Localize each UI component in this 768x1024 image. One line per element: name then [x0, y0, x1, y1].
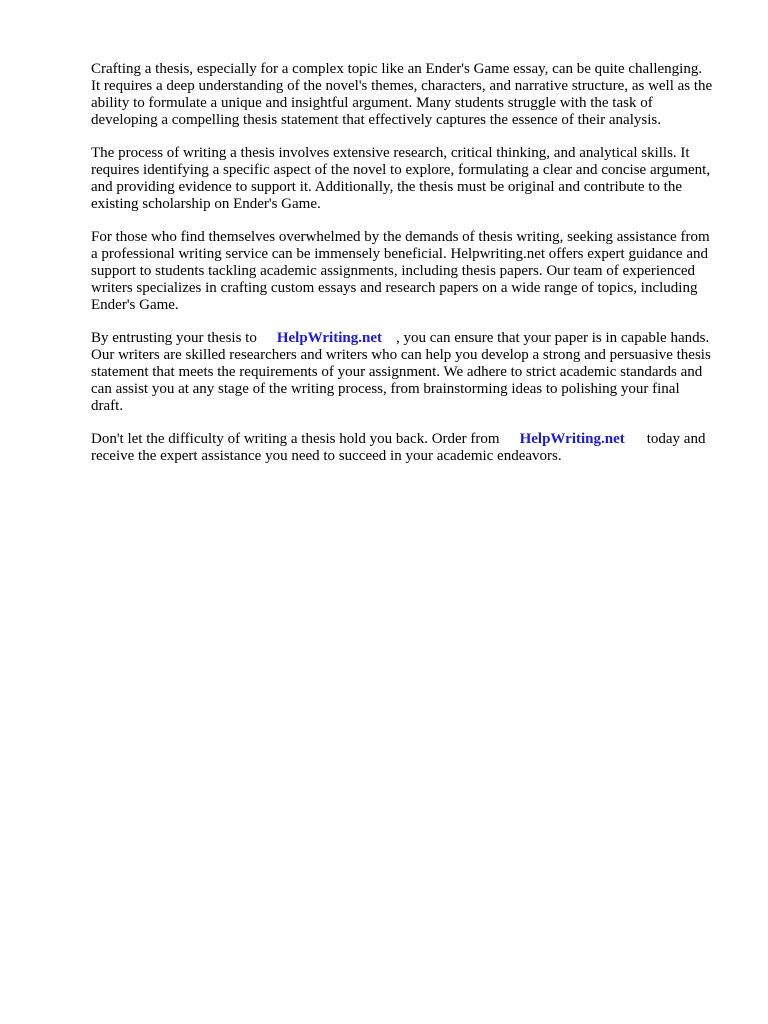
- paragraph-entrusting-lead: By entrusting your thesis to: [91, 330, 257, 346]
- paragraph-order-tail: today and receive the expert assistance you need to succeed in your academic endeavors.: [91, 431, 706, 464]
- helpwriting-link[interactable]: HelpWriting.net: [276, 330, 382, 346]
- paragraph-service: For those who find themselves overwhelmed by the demands of thesis writing, seeking assistance from a professional writing service can be immensely beneficial. Helpwriting.net offers expert guidance and support to students tackling academic assignments, including thesis papers. Our team of experienced writers specializes in crafting custom essays and research papers on a wide range of topics, including Ender's Game.: [91, 229, 710, 313]
- paragraph-order-lead: Don't let the difficulty of writing a thesis hold you back. Order from: [91, 431, 500, 447]
- paragraph-intro: Crafting a thesis, especially for a complex topic like an Ender's Game essay, can be quite challenging. It requires a deep understanding of the novel's themes, characters, and narrative structure, as well as the ability to formulate a unique and insightful argument. Many students struggle with the task of developing a compelling thesis statement that effectively captures the essence of their analysis.: [91, 61, 713, 128]
- paragraph-process: The process of writing a thesis involves extensive research, critical thinking, and analytical skills. It requires identifying a specific aspect of the novel to explore, formulating a clear and concise argument, and providing evidence to support it. Additionally, the thesis must be original and contribute to the existing scholarship on Ender's Game.: [91, 145, 711, 212]
- paragraph-entrusting: [91, 330, 715, 415]
- document-body: [91, 61, 715, 481]
- paragraph-order: [91, 431, 715, 465]
- helpwriting-order-link[interactable]: HelpWriting.net: [519, 431, 625, 447]
- paragraph-entrusting-tail: , you can ensure that your paper is in capable hands. Our writers are skilled researchers and writers who can help you develop a strong and persuasive thesis statement that meets the requirements of your assignment. We adhere to strict academic standards and can assist you at any stage of the writing process, from brainstorming ideas to polishing your final draft.: [91, 330, 711, 414]
